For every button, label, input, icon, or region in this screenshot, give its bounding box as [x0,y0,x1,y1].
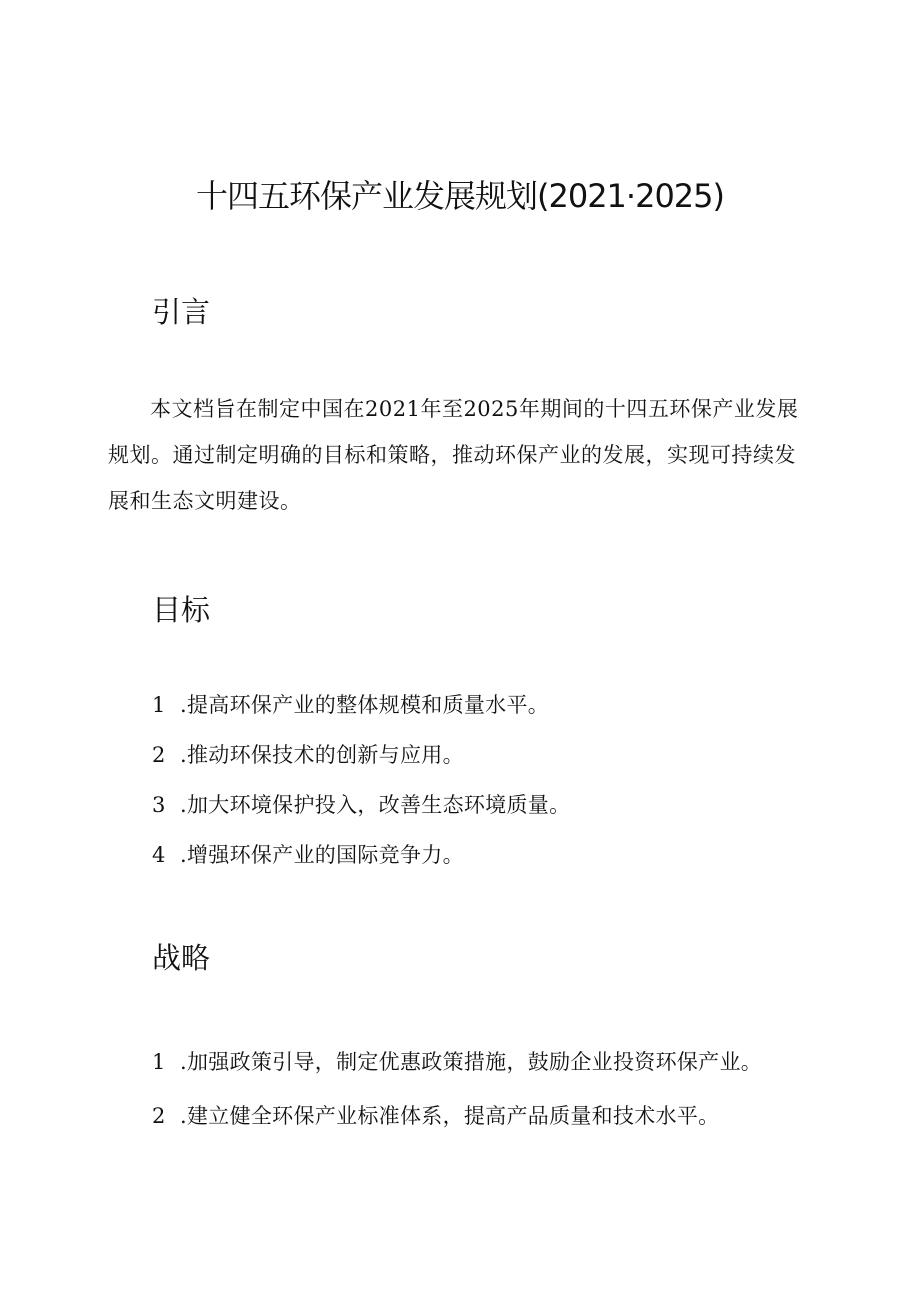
strategy-list [152,1035,852,1143]
list-item [152,680,852,730]
list-item-text: .增强环保产业的国际竞争力。 [180,843,464,867]
list-item [152,830,852,880]
list-item-number: 2 [152,743,166,767]
section-heading-intro: 引言 [152,295,211,329]
list-item [152,1089,852,1143]
list-item-text: .加强政策引导，制定优惠政策措施，鼓励企业投资环保产业。 [180,1050,763,1074]
list-item-number: 4 [152,843,166,867]
list-item-text: .推动环保技术的创新与应用。 [180,743,464,767]
list-item-text: .建立健全环保产业标准体系，提高产品质量和技术水平。 [180,1104,720,1128]
list-item [152,1035,852,1089]
list-item-text: .加大环境保护投入，改善生态环境质量。 [180,793,571,817]
list-item [152,780,852,830]
intro-paragraph: 本文档旨在制定中国在2021年至2025年期间的十四五环保产业发展规划。通过制定明确的目标和策略，推动环保产业的发展，实现可持续发展和生态文明建设。 [108,397,799,513]
list-item-number: 1 [152,693,166,717]
list-item-number: 3 [152,793,166,817]
section-heading-goals: 目标 [152,593,211,627]
goals-list [152,680,852,880]
section-heading-strategy: 战略 [152,941,211,975]
list-item [152,730,852,780]
list-item-number: 1 [152,1050,166,1074]
list-item-number: 2 [152,1104,166,1128]
list-item-text: .提高环保产业的整体规模和质量水平。 [180,693,550,717]
document-title: 十四五环保产业发展规划(2021·2025) [195,177,725,215]
